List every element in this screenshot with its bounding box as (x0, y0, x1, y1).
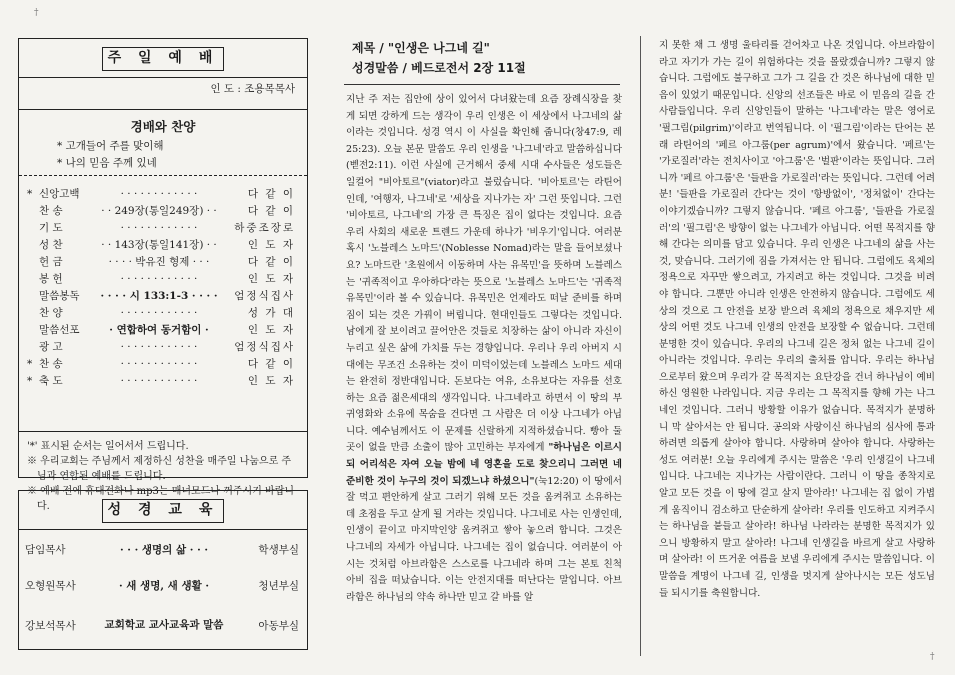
order-item: 헌 금 (39, 256, 63, 268)
order-content: · · · · · · · · · · · · (120, 221, 198, 234)
order-item: 축 도 (39, 375, 63, 387)
corner-mark: † (930, 652, 935, 662)
order-content: · · 143장(통일141장) · · (101, 239, 217, 251)
order-content: · · · · · · · · · · · · (120, 340, 198, 353)
order-item: 광 고 (39, 341, 63, 353)
sermon-body (346, 92, 622, 606)
order-leader: 엄정식집사 (234, 290, 295, 302)
order-divider (19, 175, 307, 176)
corner-mark: † (34, 8, 39, 18)
order-row (27, 338, 295, 355)
order-content: · · · · · · · · · · · · (120, 357, 198, 370)
worship-order (27, 185, 295, 389)
worship-officiant: 인 도 : 조용목목사 (210, 83, 295, 95)
education-row (25, 571, 299, 599)
footnote-standing: '*' 표시된 순서는 일어서서 드립니다. (27, 441, 189, 452)
order-content: · 연합하여 동거함이 · (109, 324, 209, 336)
order-item: 찬 송 (39, 205, 63, 217)
order-item: 기 도 (39, 222, 63, 234)
order-row (27, 270, 295, 287)
order-item: 찬 송 (39, 358, 63, 370)
order-row (27, 219, 295, 236)
order-leader: 엄정식집사 (234, 341, 295, 353)
order-leader: 성 가 대 (247, 307, 295, 319)
education-teacher: 담임목사 (25, 543, 66, 556)
sermon-title: 제목 / "인생은 나그네 길" (352, 41, 490, 55)
order-row (27, 236, 295, 253)
standing-mark: * (27, 357, 33, 370)
sermon-paragraph: 지난 주 저는 집안에 상이 있어서 다녀왔는데 요즘 장례식장을 찾게 되면 강하게 드는 생각이 우리 인생은 이 세상에서 나그네의 삶이라는 것입니다. 성경 역시 이 사실을 확인해 줍니다(창47:9, 레25:23). 오늘 본문 말씀도 우리 인생을 '나그네'라고 말씀하십니다(벧전2:11). 이런 사실에 근거해서 중세 시대 수사들은 성도들은 일컬어 "비아토르"(viator)라고 불렀습니다. '비아토르'는 라틴어인데, '여행자, 나그네'로 '세상을 지나가는 자' 그런 뜻입니다. 그런 '비아토르, 나그네'의 가장 큰 특징은 집이 없다는 것입니다. 요즘 우리 사회의 새로운 트렌드 가운데 하나가 '비우기'입니다. 여러분 혹시 '노블레스 노마드'(Noblesse Nomad)라는 말을 들어보셨나요? 노마드란 '초원에서 이동하며 사는 유목민'을 뜻하며 노블레스는 '귀족적이고 우아하다'라는 뜻으로 '노블레스 노마드'는 '귀족적 유목민'이라 볼 수 있습니다. 유목민은 언제라도 떠날 준비를 하며 짐이 되는 것은 가꿔이 버립니다. 현대인들도 그렇다는 것입니다. 남에게 잘 보이려고 끌어안은 것들로 치장하는 삶이 아니라 자신이 누리고 싶은 삶에 가치를 두는 경향입니다. 우리나 우리 아버지 시대에는 무조건 소유하는 것이 미덕이었는데 노블레스 노마드 세대는 완전히 정반대입니다. 돈보다는 여유, 소유보다는 자유를 선호하는 요즘 젊은세대의 생각입니다. 나그네라고 하면서 이 땅의 부귀영화와 소유에 목숨을 건다면 그 사람은 더 이상 나그네가 아닙니다. 예수님께서도 이 문제를 신랄하게 지적하셨습니다. 빵아 둘 곳이 없을 만큼 소출이 많아 고민하는 부자에게 (346, 94, 622, 454)
order-item: 봉 헌 (39, 273, 63, 285)
order-item: 찬 양 (39, 307, 63, 319)
order-content: · · · · 시 133:1-3 · · · · (100, 290, 218, 302)
order-content: · · · · · · · · · · · · (120, 306, 198, 319)
education-room: 아동부실 (258, 619, 299, 632)
order-item: 말씀봉독 (39, 290, 80, 302)
footnote-phones: ※ 예배 전에 휴대전화나 mp3는 매너모드나 꺼주시기 바랍니다. (27, 486, 295, 512)
order-row (27, 321, 295, 338)
order-row (27, 372, 295, 389)
officiant-divider (19, 109, 307, 110)
order-item: 말씀선포 (39, 324, 80, 336)
education-course: · · · 생명의 삶 · · · (119, 543, 209, 556)
sermon-column-2 (651, 0, 943, 675)
order-row (27, 355, 295, 372)
order-leader: 인 도 자 (247, 375, 295, 387)
education-row (25, 535, 299, 563)
left-column (18, 38, 308, 650)
order-content: · · · · · · · · · · · · (120, 187, 198, 200)
sermon-header-rule (344, 84, 620, 85)
praise-song-1: * 고개들어 주를 맞이해 (57, 140, 164, 152)
order-row (27, 253, 295, 270)
order-row (27, 304, 295, 321)
education-title: 성 경 교 육 (102, 499, 224, 523)
order-content: · · · · 박유진 형제 · · · (108, 256, 210, 268)
order-leader: 인 도 자 (247, 273, 295, 285)
order-leader: 인 도 자 (247, 324, 295, 336)
sermon-quote: "하나님은 이르시되 어리석은 자여 오늘 밤에 네 영혼을 도로 찾으리니 그러면 네 준비한 것이 누구의 것이 되겠느냐 하셨으니" (346, 442, 622, 487)
education-title-divider (19, 529, 307, 530)
order-row (27, 202, 295, 219)
education-teacher: 강보석목사 (25, 619, 76, 632)
order-leader: 하중조장로 (234, 222, 295, 234)
sermon-column (334, 0, 630, 675)
column-divider (640, 36, 641, 656)
order-item: 성 찬 (39, 239, 63, 251)
education-teacher: 오형원목사 (25, 579, 76, 592)
order-leader: 인 도 자 (247, 239, 295, 251)
footnote-communion: ※ 우리교회는 주님께서 제정하신 성찬을 매주일 나눔으로 주님과 연합된 예배를 드립니다. (27, 456, 292, 482)
education-schedule (25, 535, 299, 643)
order-leader: 다 같 이 (247, 256, 295, 268)
order-leader: 다 같 이 (247, 358, 295, 370)
worship-title-divider (19, 77, 307, 78)
education-box (18, 490, 308, 650)
order-leader: 다 같 이 (247, 188, 295, 200)
education-room: 청년부실 (258, 579, 299, 592)
order-row (27, 185, 295, 202)
sermon-header (352, 38, 526, 78)
education-course: · 새 생명, 새 생활 · (118, 579, 210, 592)
footnote-divider (19, 431, 307, 432)
order-content: · · · · · · · · · · · · (120, 272, 198, 285)
order-item: 신앙고백 (39, 188, 80, 200)
sermon-scripture: 성경말씀 / 베드로전서 2장 11절 (352, 61, 526, 75)
education-row (25, 607, 299, 643)
order-row (27, 287, 295, 304)
worship-title: 주 일 예 배 (102, 47, 224, 71)
order-leader: 다 같 이 (247, 205, 295, 217)
order-content: · · · · · · · · · · · · (120, 374, 198, 387)
education-room: 학생부실 (258, 543, 299, 556)
standing-mark: * (27, 187, 33, 200)
order-content: · · 249장(통일249장) · · (101, 205, 217, 217)
standing-mark: * (27, 374, 33, 387)
sermon-paragraph-cont: (눅12:20) 이 땅에서 잘 먹고 편안하게 살고 그러기 위해 모든 것을 움켜쥐고 소유하는데 초점을 두고 살게 될 거라는 것입니다. 나그네로 사는 인생인데, 인생이 끝이고 마지막인양 움켜쥐고 쌓아 놓으려 합니다. 그것은 나그네의 자세가 아닙니다. 나그네는 집이 없습니다. 여러분이 아시는 것처럼 아브라함은 스스로를 나그네라 하며 그는 본토 친척 아비 집을 떠났습니다. 이는 안전지대를 떠난다는 말입니다. 아브라함은 하나님의 약속 하나만 믿고 갈 바를 알 (346, 475, 622, 603)
praise-section-title: 경배와 찬양 (130, 119, 196, 134)
praise-song-2: * 나의 믿음 주께 있네 (57, 157, 157, 169)
sermon-body-continued: 지 못한 채 그 생명 울타리를 걷어차고 나온 것입니다. 아브라함이라고 자기가 가는 길이 위험하다는 것을 몰랐겠습니까? 그렇지 않습니다. 그럼에도 불구하고 그가 그 길을 간 것은 하나님에 대한 믿음이 있었기 때문입니다. 신앙의 선조들은 바로 이 믿음의 길을 간 사람들입니다. 우리 신앙인들이 말하는 '나그네'라는 말은 영어로 '필그림(pilgrim)'이라고 번역됩니다. 이 '필그림'이라는 단어는 본래 라틴어의 '페르 아그룸(per agrum)'에서 왔습니다. '페르'는 '가로질러'라는 전치사이고 '아그룸'은 '벌판'이라는 뜻입니다. 그러니까 '페르 아그룸'은 '들판을 가로질러'라는 뜻입니다. 그런데 어려분! '들판을 가로질러 간다'는 것이 '항방없이', '정처없이' 간다는 이야기겠습니까? 그렇지 않습니다. '페르 아그룸', '들판을 가로질러'의 '필그림'은 방향이 없는 나그네가 아닙니다. 어떤 목적지를 향해 간다는 의미를 담고 있습니다. 우리 인생은 나그네의 삶을 사는 것, 맞습니다. 그러기에 짐을 가져서는 안 됩니다. 그럼에도 육체의 정욕으로 자꾸만 쌓으려고, 가지려고 하는 것입니다. 그것을 비려야 합니다. 그뿐만 아니라 인생은 안전하지 않습니다. 그럼에도 세상의 것으로 그 안전을 보장 받으려 육체의 정욕으로 채우지만 세상의 어떤 것도 나그네 인생의 안전을 보장할 수 없습니다. 그런데 분명한 것이 있습니다. 우리의 나그네 길은 정처 없는 나그네 길이 아니라는 것입니다. 우리는 우리의 출처를 압니다. 우리는 하나님으로부터 왔으며 우리가 갈 목적지는 요단강을 건너 하나님이 예비하신 영원한 나라입니다. 지금 우리는 그 목적지를 향해 가는 나그네인 것입니다. 그러니 방황할 이유가 없습니다. 목적지가 분명하니 막 살아서는 안 됩니다. 공의와 사랑이신 하나님의 심사에 통과하려면 의롭게 살아야 합니다. 사랑하며 살아야 합니다. 사랑하는 성도 여러분! 오늘 우리에게 주시는 말씀은 '우리 인생길이 나그네입니다. 나그네는 지나가는 사람이란다. 그러니 이 땅을 종착지로 알고 모든 것을 이 땅에 걸고 살지 말아라!' 나그네는 집 없이 가볍게 움직이니 검소하고 단순하게 살아라! 우리를 인도하고 지켜주시는 하나님을 붙들고 살아라! 하나님 나라라는 분명한 목적지가 있으니 방황하지 말고 살아라! 나그네 인생길을 바르게 살고 사랑하며 살아라! 이 뜨거운 여름을 보낼 우리에게 주시는 말씀입니다. 이 말씀을 계명이 나그네 길, 인생을 멋지게 살아나시는 모든 성도님들 되시기를 축원합니다. (659, 40, 935, 599)
education-course: 교회학교 교사교육과 말씀 (104, 619, 224, 631)
